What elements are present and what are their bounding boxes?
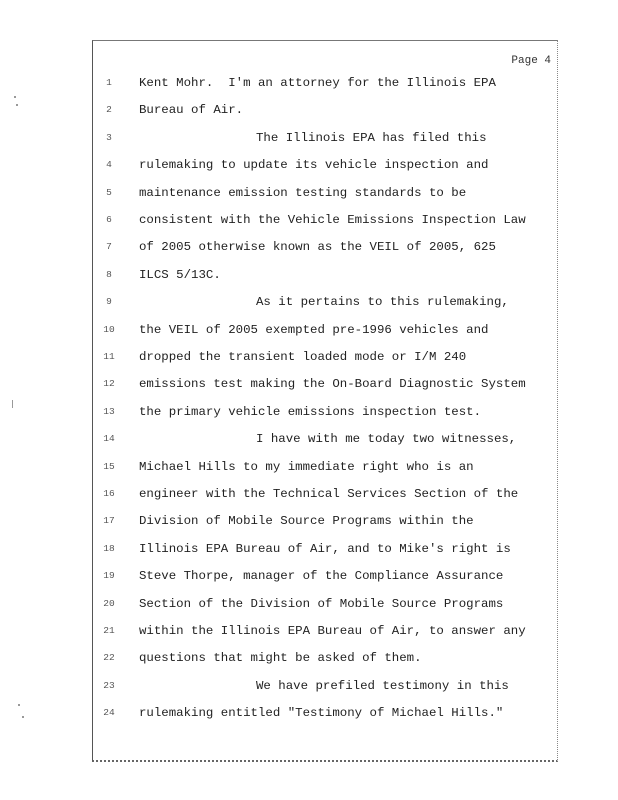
line-text: the primary vehicle emissions inspection test. xyxy=(139,404,482,419)
line-number: 16 xyxy=(103,488,115,499)
line-text: I have with me today two witnesses, xyxy=(256,432,517,447)
line-number: 8 xyxy=(106,268,112,280)
scan-speck xyxy=(14,96,16,98)
transcript-line xyxy=(93,183,559,203)
line-text: emissions test making the On-Board Diagnostic System xyxy=(139,377,526,392)
page-number: Page 4 xyxy=(511,55,551,67)
line-number: 4 xyxy=(106,159,112,171)
line-text: The Illinois EPA has filed this xyxy=(256,130,487,145)
line-number: 13 xyxy=(103,405,115,417)
line-number: 23 xyxy=(103,679,115,691)
transcript-line xyxy=(93,128,559,148)
line-number: 3 xyxy=(106,131,112,143)
scan-speck xyxy=(18,704,20,706)
transcript-line xyxy=(93,73,559,93)
line-text: Division of Mobile Source Programs within the xyxy=(139,514,474,529)
scan-speck xyxy=(22,716,24,718)
transcript-line xyxy=(93,292,559,312)
line-number: 5 xyxy=(106,186,112,198)
transcript-line xyxy=(93,402,559,422)
transcript-line xyxy=(93,320,559,340)
line-text: Bureau of Air. xyxy=(139,103,244,118)
transcript-line xyxy=(93,648,559,668)
transcript-line xyxy=(93,703,559,723)
line-number: 11 xyxy=(103,351,115,362)
line-text: rulemaking to update its vehicle inspection and xyxy=(139,158,489,173)
transcript-line xyxy=(93,484,559,504)
line-number: 6 xyxy=(106,214,112,225)
line-number: 18 xyxy=(103,542,115,554)
transcript-line xyxy=(93,566,559,586)
line-number: 2 xyxy=(106,104,112,116)
transcript-line xyxy=(93,429,559,449)
line-number: 10 xyxy=(103,323,115,335)
line-number: 7 xyxy=(106,241,112,253)
line-number: 12 xyxy=(103,378,115,390)
scan-speck xyxy=(12,400,13,408)
line-text: Steve Thorpe, manager of the Compliance Assurance xyxy=(139,569,504,584)
line-number: 9 xyxy=(106,296,112,308)
line-text: of 2005 otherwise known as the VEIL of 2005, 625 xyxy=(139,240,496,255)
transcript-line xyxy=(93,237,559,257)
line-number: 20 xyxy=(103,597,115,609)
transcript-line xyxy=(93,347,559,367)
line-text: the VEIL of 2005 exempted pre-1996 vehicles and xyxy=(139,322,489,337)
transcript-line xyxy=(93,374,559,394)
line-text: Illinois EPA Bureau of Air, and to Mike's right is xyxy=(139,541,511,556)
line-text: Michael Hills to my immediate right who is an xyxy=(139,459,474,474)
scan-speck xyxy=(16,104,18,106)
line-text: Kent Mohr. I'm an attorney for the Illinois EPA xyxy=(139,76,496,90)
line-text: questions that might be asked of them. xyxy=(139,651,422,666)
transcript-line xyxy=(93,539,559,559)
line-text: consistent with the Vehicle Emissions Inspection Law xyxy=(139,213,526,227)
line-number: 22 xyxy=(103,652,115,664)
transcript-line xyxy=(93,594,559,614)
line-number: 14 xyxy=(103,433,115,445)
transcript-line xyxy=(93,210,559,230)
line-text: Section of the Division of Mobile Source Programs xyxy=(139,596,504,611)
line-text: within the Illinois EPA Bureau of Air, to answer any xyxy=(139,624,526,638)
transcript-line xyxy=(93,155,559,175)
line-text: ILCS 5/13C. xyxy=(139,267,221,282)
transcript-page xyxy=(92,40,558,762)
transcript-line xyxy=(93,511,559,531)
line-number: 24 xyxy=(103,707,115,719)
line-text: rulemaking entitled "Testimony of Michael Hills." xyxy=(139,706,504,721)
transcript-line xyxy=(93,265,559,285)
line-number: 19 xyxy=(103,570,115,582)
transcript-line xyxy=(93,676,559,696)
line-text: engineer with the Technical Services Section of the xyxy=(139,487,519,501)
transcript-line xyxy=(93,621,559,641)
line-number: 15 xyxy=(103,460,115,472)
line-text: We have prefiled testimony in this xyxy=(256,678,509,693)
line-text: As it pertains to this rulemaking, xyxy=(256,295,509,310)
line-number: 17 xyxy=(103,515,115,527)
transcript-line xyxy=(93,100,559,120)
line-text: maintenance emission testing standards to be xyxy=(139,185,467,200)
line-number: 21 xyxy=(103,625,115,636)
line-number: 1 xyxy=(106,77,112,88)
transcript-line xyxy=(93,457,559,477)
line-text: dropped the transient loaded mode or I/M 240 xyxy=(139,350,467,364)
